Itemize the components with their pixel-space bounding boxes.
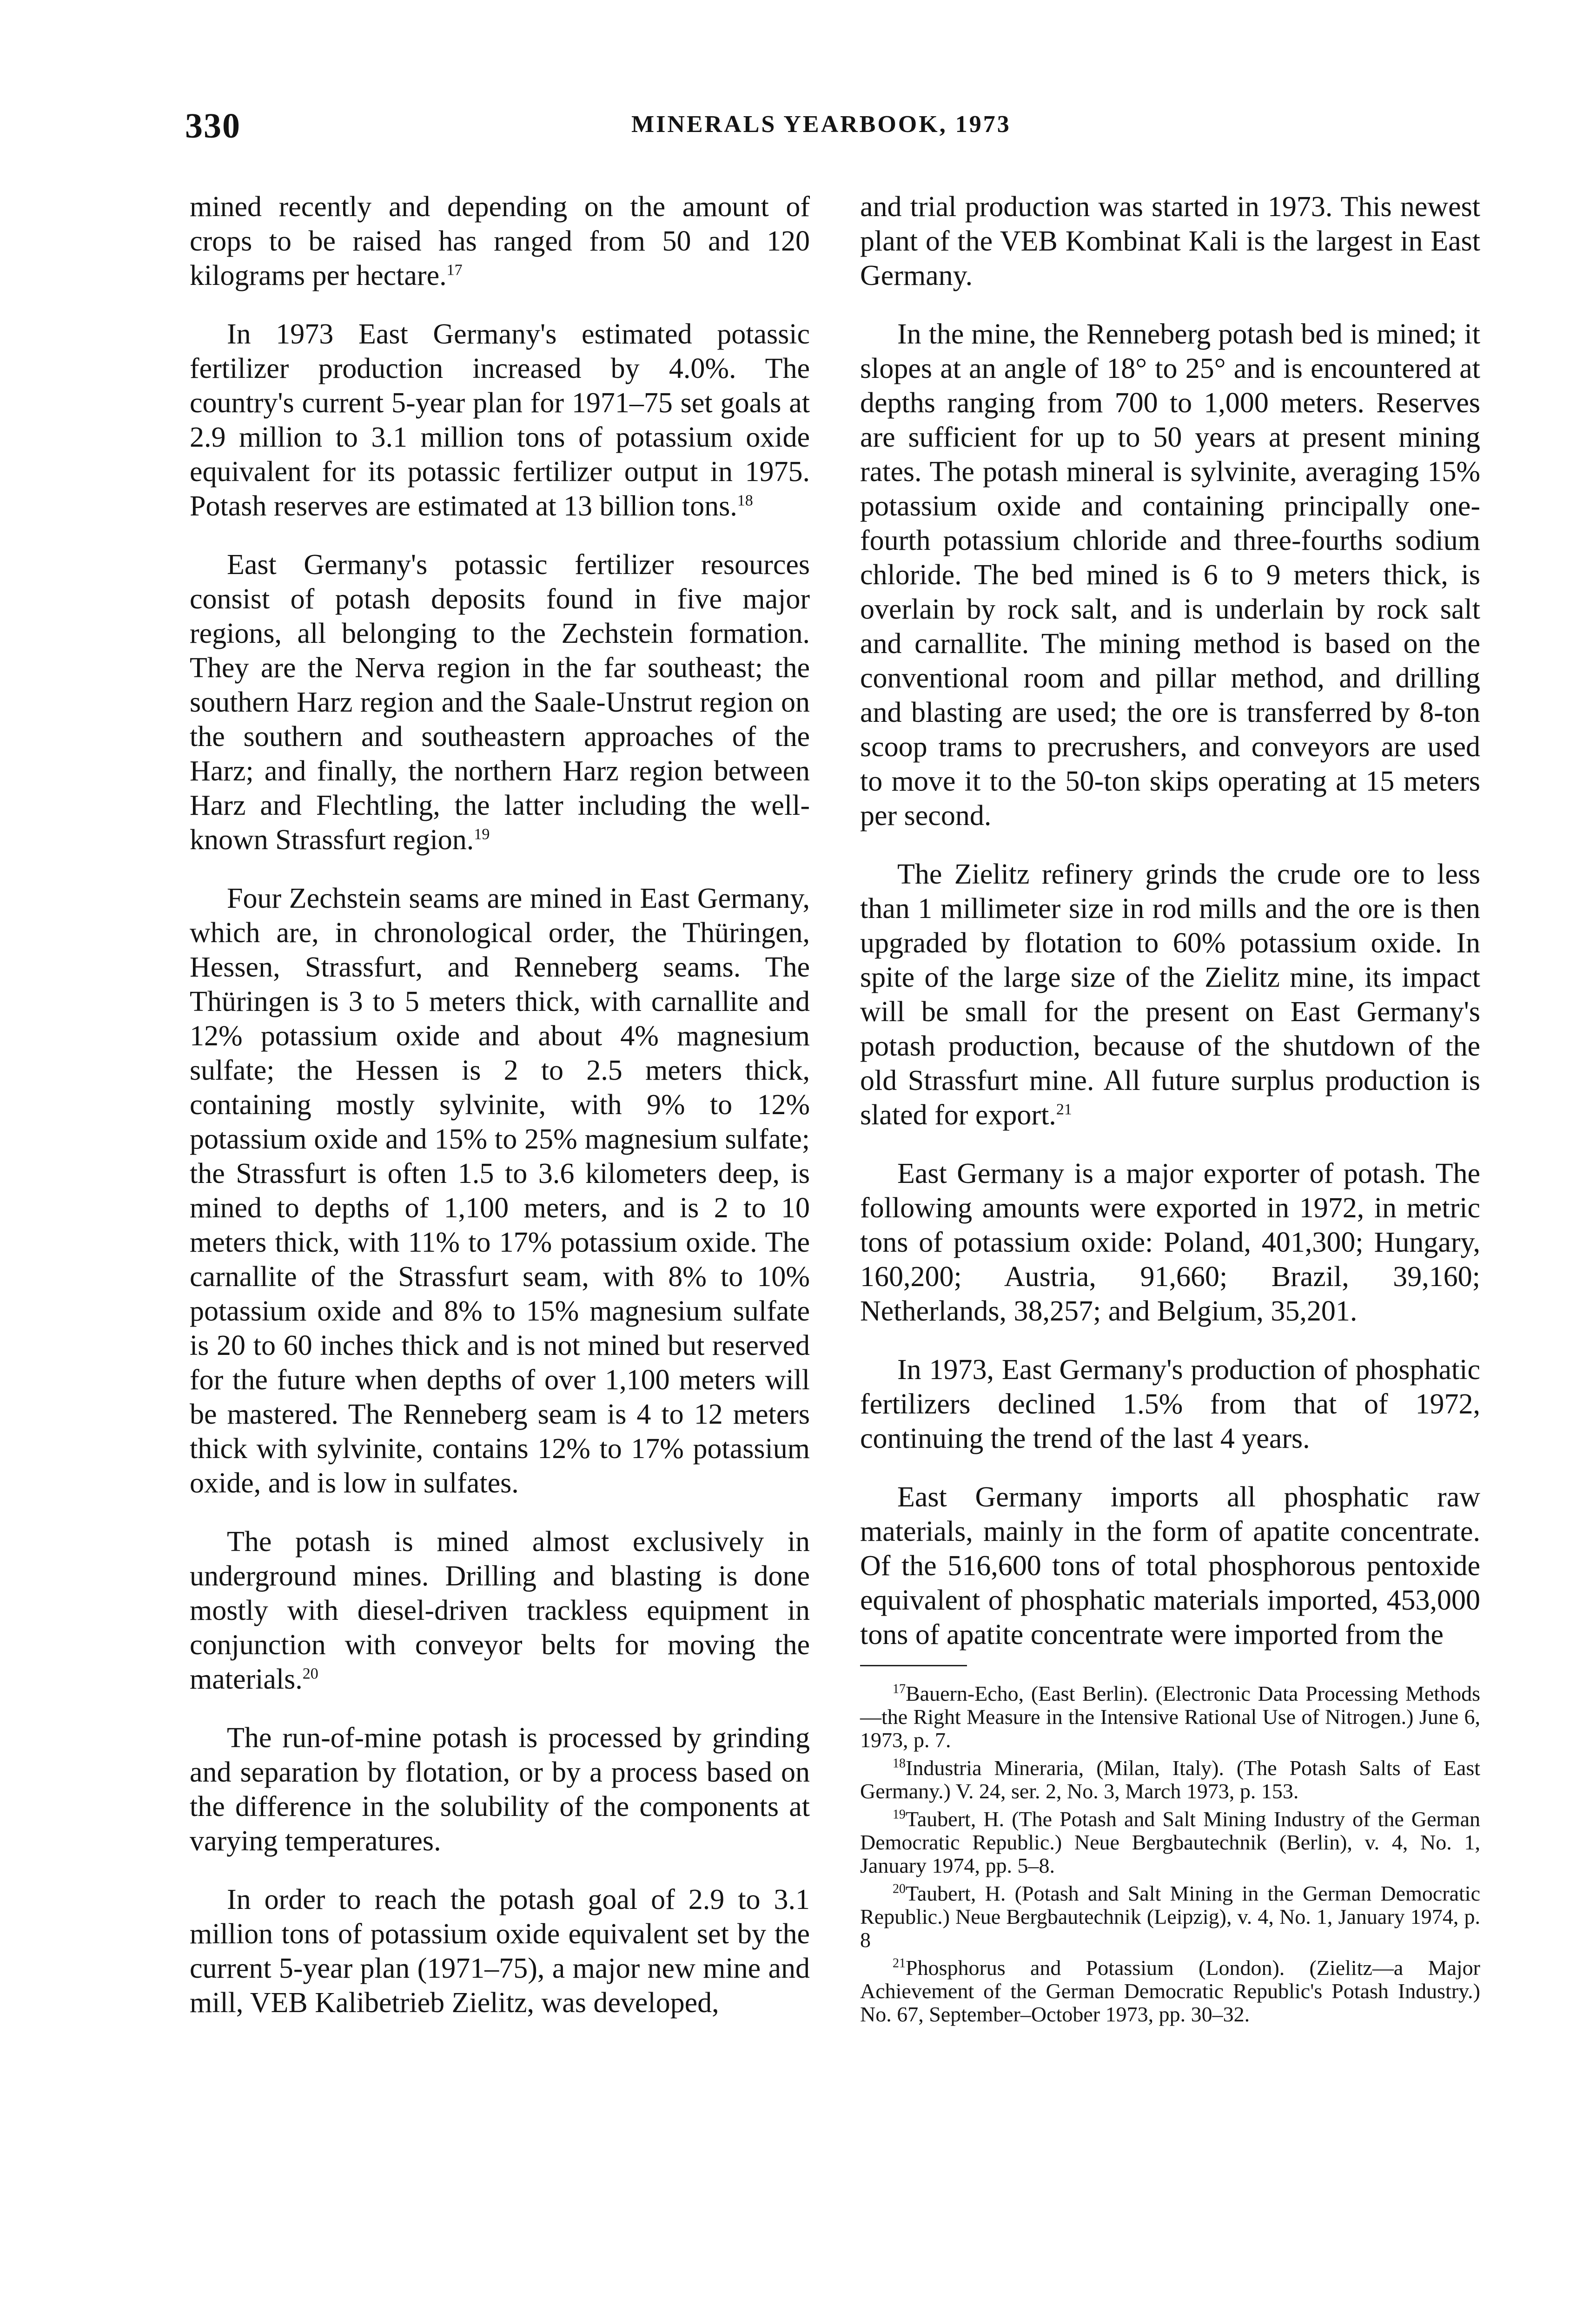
footnote-ref: 20 [302,1665,318,1683]
footnote: $^{19}$Taubert, H. (The Potash and Salt Mining Industry of the German Democratic Republic.) Neue Bergbautechnik (Berlin), v. 4, No. 1, January 1974, pp. 5–8. [860,1807,1480,1877]
paragraph: The run-of-mine potash is processed by grinding and separation by flotation, or by a process based on the difference in the solubility of the components at varying temperatures. [190,1722,810,1857]
footnote: $^{18}$Industria Mineraria, (Milan, Italy). (The Potash Salts of East Germany.) V. 24, ser. 2, No. 3, March 1973, p. 153. [860,1756,1480,1803]
footnote: $^{20}$Taubert, H. (Potash and Salt Mining in the German Democratic Republic.) Neue Bergbautechnik (Leipzig), v. 4, No. 1, January 1974, p. 8 [860,1882,1480,1952]
footnote-ref: 21 [1056,1101,1072,1118]
footnote-ref: 17 [446,261,463,279]
paragraph: and trial production was started in 1973. This newest plant of the VEB Kombinat Kali is the largest in East Germany. [860,191,1480,291]
paragraph: East Germany is a major exporter of potash. The following amounts were exported in 1972, in metric tons of potassium oxide: Poland, 401,300; Hungary, 160,200; Austria, 91,660; Brazil, 39,160; Netherlands, 38,257; and Belgium, 35,201. [860,1158,1480,1327]
paragraph: mined recently and depending on the amount of crops to be raised has ranged from 50 and 120 kilograms per hectare.$^{17}$ [190,191,810,291]
footnote: $^{17}$Bauern-Echo, (East Berlin). (Electronic Data Processing Methods—the Right Measure in the Intensive Rational Use of Nitrogen.) June 6, 1973, p. 7. [860,1682,1480,1752]
page-number: 330 [185,106,241,145]
right-column [860,190,1480,2031]
footnotes [860,1682,1480,2026]
paragraph: The Zielitz refinery grinds the crude ore to less than 1 millimeter size in rod mills and the ore is then upgraded by flotation to 60% potassium oxide. In spite of the large size of the Zielitz mine, its impact will be small for the present on East Germany's potash production, because of the shutdown of the old Strassfurt mine. All future surplus production is slated for export.$^{21}$ [860,858,1480,1131]
footnote-ref: 19 [474,825,490,843]
footnote-ref: 18 [737,492,753,509]
paragraph: East Germany's potassic fertilizer resources consist of potash deposits found in five major regions, all belonging to the Zechstein formation. They are the Nerva region in the far southeast; the southern Harz region and the Saale-Unstrut region on the southern and southeastern approaches of the Harz; and finally, the northern Harz region between Harz and Flechtling, the latter including the well-known Strassfurt region.$^{19}$ [190,549,810,856]
paragraph: In 1973 East Germany's estimated potassic fertilizer production increased by 4.0%. The country's current 5-year plan for 1971–75 set goals at 2.9 million to 3.1 million tons of potassium oxide equivalent for its potassic fertilizer output in 1975. Potash reserves are estimated at 13 billion tons.$^{18}$ [190,318,810,522]
page-header [185,106,1484,148]
footnote: $^{21}$Phosphorus and Potassium (London). (Zielitz—a Major Achievement of the German Democratic Republic's Potash Industry.) No. 67, September–October 1973, pp. 30–32. [860,1956,1480,2026]
paragraph: The potash is mined almost exclusively in underground mines. Drilling and blasting is done mostly with diesel-driven trackless equipment in conjunction with conveyor belts for moving the materials.$^{20}$ [190,1526,810,1695]
paragraph: East Germany imports all phosphatic raw materials, mainly in the form of apatite concentrate. Of the 516,600 tons of total phosphorous pentoxide equivalent of phosphatic materials imported, 453,000 tons of apatite concentrate were imported from the [860,1481,1480,1651]
paragraph: In 1973, East Germany's production of phosphatic fertilizers declined 1.5% from that of 1972, continuing the trend of the last 4 years. [860,1354,1480,1454]
left-column [190,190,810,2044]
paragraph: In order to reach the potash goal of 2.9 to 3.1 million tons of potassium oxide equivalent set by the current 5-year plan (1971–75), a major new mine and mill, VEB Kalibetrieb Zielitz, was developed, [190,1884,810,2019]
running-head: MINERALS YEARBOOK, 1973 [631,111,1011,138]
paragraph: Four Zechstein seams are mined in East Germany, which are, in chronological order, the Thüringen, Hessen, Strassfurt, and Renneberg seams. The Thüringen is 3 to 5 meters thick, with carnallite and 12% potassium oxide and about 4% magnesium sulfate; the Hessen is 2 to 2.5 meters thick, containing mostly sylvinite, with 9% to 12% potassium oxide and 15% to 25% magnesium sulfate; the Strassfurt is often 1.5 to 3.6 kilometers deep, is mined to depths of 1,100 meters, and is 2 to 10 meters thick, with 11% to 17% potassium oxide. The carnallite of the Strassfurt seam, with 8% to 10% potassium oxide and 8% to 15% magnesium sulfate is 20 to 60 inches thick and is not mined but reserved for the future when depths of over 1,100 meters will be mastered. The Renneberg seam is 4 to 12 meters thick with sylvinite, contains 12% to 17% potassium oxide, and is low in sulfates. [190,883,810,1499]
footnote-rule [860,1665,967,1666]
paragraph: In the mine, the Renneberg potash bed is mined; it slopes at an angle of 18° to 25° and is encountered at depths ranging from 700 to 1,000 meters. Reserves are sufficient for up to 50 years at present mining rates. The potash mineral is sylvinite, averaging 15% potassium oxide and containing principally one-fourth potassium chloride and three-fourths sodium chloride. The bed mined is 6 to 9 meters thick, is overlain by rock salt, and is underlain by rock salt and carnallite. The mining method is based on the conventional room and pillar method, and drilling and blasting are used; the ore is transferred by 8-ton scoop trams to precrushers, and conveyors are used to move it to the 50-ton skips operating at 15 meters per second. [860,318,1480,832]
